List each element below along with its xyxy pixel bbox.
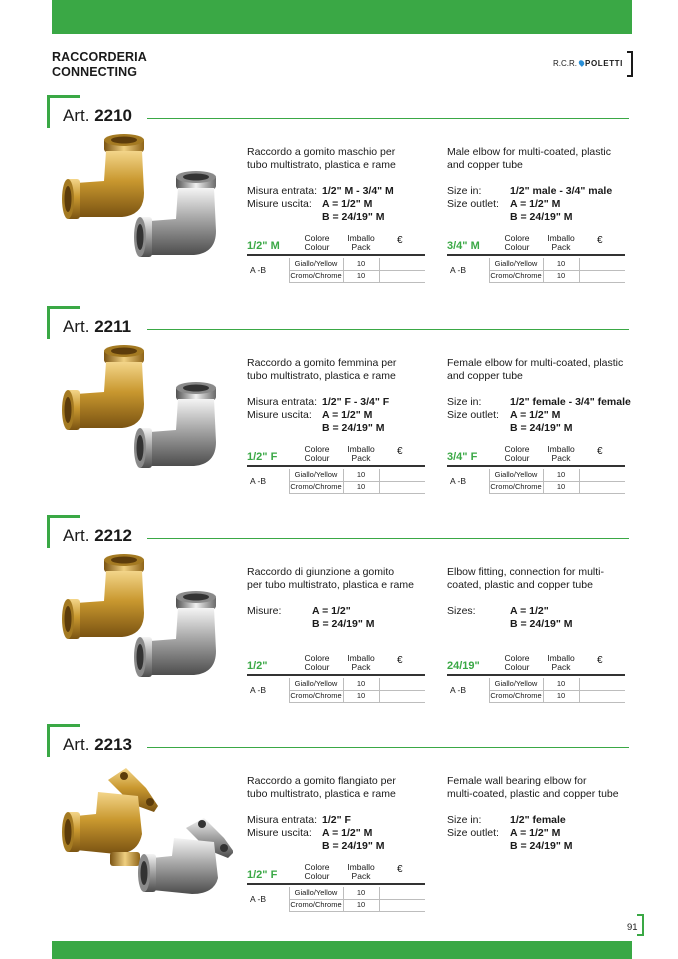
- euro-header: €: [397, 235, 403, 246]
- size-in-value: [510, 185, 612, 198]
- description-line-2: tubo multistrato, plastica e rame: [247, 159, 396, 171]
- colour-chrome: Cromo/Chrome: [490, 482, 542, 491]
- article-title: [63, 526, 132, 546]
- col-divider: [343, 469, 344, 493]
- size-label: 3/4" M: [447, 240, 480, 252]
- article-rule: [147, 118, 629, 119]
- spacer: [247, 422, 322, 435]
- size-outlet-a-text: A = 1/2" M: [322, 827, 373, 839]
- size-label: 24/19": [447, 660, 480, 672]
- row-divider: [489, 481, 625, 482]
- article-rule: [147, 747, 629, 748]
- size-specs: [447, 605, 647, 631]
- size-outlet-a-text: A = 1/2" M: [322, 409, 373, 421]
- bottom-green-bar: [52, 941, 632, 959]
- size-specs: [247, 814, 447, 853]
- colour-chrome: Cromo/Chrome: [490, 271, 542, 280]
- col-divider: [343, 887, 344, 911]
- row-divider: [289, 899, 425, 900]
- size-outlet-a-text: A = 1/2" M: [510, 198, 561, 210]
- size-label: 1/2" F: [247, 451, 278, 463]
- pack-text: Pack: [551, 662, 571, 672]
- size-outlet-label: Size outlet:: [447, 198, 499, 210]
- table-header-rule: [247, 883, 425, 885]
- pack-text: Pack: [351, 662, 371, 672]
- size-outlet-a: [322, 827, 372, 840]
- size-in-value-text: 1/2" F: [322, 814, 351, 826]
- size-specs: [447, 396, 647, 435]
- pack-text: Pack: [351, 453, 371, 463]
- pack-text: Pack: [551, 242, 571, 252]
- colore-text: Colore: [504, 653, 530, 663]
- col-divider: [579, 258, 580, 282]
- article-number: 2212: [94, 526, 133, 545]
- size-outlet-b: [510, 422, 572, 435]
- size-label: 1/2": [247, 660, 268, 672]
- description-line-1: Female elbow for multi-coated, plastic: [447, 357, 624, 369]
- article-title: [63, 317, 131, 337]
- colour-text: Colour: [304, 871, 330, 881]
- spacer: [247, 211, 322, 224]
- col-divider: [379, 469, 380, 493]
- colore-text: Colore: [304, 233, 330, 243]
- size-in-value: [322, 814, 351, 827]
- col-divider: [543, 469, 544, 493]
- col-divider: [343, 678, 344, 702]
- product-photo: [58, 553, 233, 688]
- colour-header: [299, 654, 335, 672]
- logo-bracket: [627, 51, 633, 77]
- colour-yellow: Giallo/Yellow: [494, 679, 538, 688]
- size-in-value-text: 1/2" male - 3/4" male: [510, 185, 613, 197]
- size-outlet-b: [510, 618, 572, 631]
- table-header-rule: [247, 674, 425, 676]
- table-header-rule: [247, 254, 425, 256]
- colour-text: Colour: [304, 453, 330, 463]
- size-outlet-a: [510, 827, 560, 840]
- size-in-value: [510, 396, 631, 409]
- pack-chrome: 10: [356, 271, 366, 280]
- colour-text: Colour: [304, 242, 330, 252]
- size-specs: [247, 605, 447, 631]
- col-divider: [343, 258, 344, 282]
- pack-header: [342, 863, 380, 881]
- english-description: [447, 357, 647, 435]
- pack-yellow: 10: [356, 679, 366, 688]
- colore-text: Colore: [304, 862, 330, 872]
- pack-chrome: 10: [356, 900, 366, 909]
- description-line-1: Raccordo a gomito maschio per: [247, 146, 396, 158]
- spacer: [447, 422, 510, 435]
- description-line-1: Raccordo a gomito femmina per: [247, 357, 397, 369]
- col-divider: [543, 258, 544, 282]
- row-divider: [489, 690, 625, 691]
- colore-text: Colore: [304, 444, 330, 454]
- brass-elbow-image: [62, 554, 144, 639]
- col-divider: [289, 678, 290, 702]
- size-specs: [247, 185, 447, 224]
- size-specs: [447, 814, 647, 853]
- col-divider: [543, 678, 544, 702]
- italian-description: [247, 775, 447, 853]
- pack-header: [342, 234, 380, 252]
- chrome-elbow-image: [134, 591, 216, 677]
- top-green-bar: [52, 0, 632, 34]
- colour-yellow: Giallo/Yellow: [494, 259, 538, 268]
- row-divider: [289, 690, 425, 691]
- colore-text: Colore: [504, 233, 530, 243]
- colour-header: [499, 654, 535, 672]
- spacer: [447, 618, 510, 631]
- description-line-1: Female wall bearing elbow for: [447, 775, 587, 787]
- description-line-2: multi-coated, plastic and copper tube: [447, 788, 619, 800]
- size-in-label: Sizes:: [447, 605, 476, 617]
- brass-elbow-image: [62, 134, 144, 219]
- colour-header: [499, 445, 535, 463]
- description-line-1: Male elbow for multi-coated, plastic: [447, 146, 611, 158]
- size-outlet-b-text: B = 24/19" M: [312, 618, 375, 630]
- pack-text: Pack: [351, 242, 371, 252]
- size-outlet-b-text: B = 24/19" M: [510, 211, 573, 223]
- size-outlet-label: Size outlet:: [447, 409, 499, 421]
- pack-chrome: 10: [356, 691, 366, 700]
- size-label: 1/2" F: [247, 869, 278, 881]
- size-in-label: Size in:: [447, 396, 482, 408]
- size-outlet-a: [510, 198, 560, 211]
- colour-header: [299, 445, 335, 463]
- pack-yellow: 10: [356, 259, 366, 268]
- euro-header: €: [597, 446, 603, 457]
- description-line-2: tubo multistrato, plastica e rame: [247, 370, 396, 382]
- colour-header: [299, 234, 335, 252]
- size-outlet-b: [510, 211, 572, 224]
- pack-chrome: 10: [556, 691, 566, 700]
- size-label: 3/4" F: [447, 451, 478, 463]
- col-divider: [579, 678, 580, 702]
- colour-chrome: Cromo/Chrome: [290, 691, 342, 700]
- col-divider: [379, 887, 380, 911]
- size-in-label: Size in:: [447, 185, 482, 197]
- product-photo: [58, 762, 233, 897]
- row-divider: [289, 911, 425, 912]
- row-divider: [489, 270, 625, 271]
- colour-yellow: Giallo/Yellow: [294, 259, 338, 268]
- colour-text: Colour: [504, 242, 530, 252]
- pack-text: Pack: [551, 453, 571, 463]
- col-divider: [289, 887, 290, 911]
- size-label: 1/2" M: [247, 240, 280, 252]
- size-in-value: [312, 605, 351, 618]
- table-header-rule: [447, 465, 625, 467]
- colour-yellow: Giallo/Yellow: [294, 888, 338, 897]
- pack-header: [342, 654, 380, 672]
- size-in-label: Misura entrata:: [247, 814, 318, 826]
- size-in-label: Misura entrata:: [247, 396, 318, 408]
- pack-header: [542, 654, 580, 672]
- size-in-value: [510, 605, 549, 618]
- description-line-1: Raccordo di giunzione a gomito: [247, 566, 395, 578]
- pack-chrome: 10: [556, 271, 566, 280]
- size-outlet-label: Misure uscita:: [247, 409, 312, 421]
- product-photo: [58, 133, 233, 268]
- size-outlet-a: [510, 409, 560, 422]
- euro-header: €: [397, 655, 403, 666]
- description-line-2: coated, plastic and copper tube: [447, 579, 593, 591]
- variant-label: A -B: [250, 894, 267, 904]
- italian-description: [247, 146, 447, 224]
- row-divider: [289, 481, 425, 482]
- article-rule: [147, 329, 629, 330]
- article-prefix: Art.: [63, 317, 90, 336]
- italian-description: [247, 566, 447, 631]
- colour-header: [299, 863, 335, 881]
- pack-yellow: 10: [556, 259, 566, 268]
- description-line-2: tubo multistrato, plastica e rame: [247, 788, 396, 800]
- size-outlet-b-text: B = 24/19" M: [510, 422, 573, 434]
- spacer: [247, 618, 312, 631]
- imballo-text: Imballo: [347, 653, 375, 663]
- row-divider: [289, 282, 425, 283]
- row-divider: [489, 493, 625, 494]
- chrome-elbow-image: [134, 382, 216, 468]
- col-divider: [489, 258, 490, 282]
- col-divider: [289, 469, 290, 493]
- row-divider: [289, 493, 425, 494]
- euro-header: €: [597, 655, 603, 666]
- row-divider: [289, 270, 425, 271]
- pack-yellow: 10: [356, 888, 366, 897]
- col-divider: [579, 469, 580, 493]
- italian-description: [247, 357, 447, 435]
- variant-label: A -B: [450, 476, 467, 486]
- pack-chrome: 10: [356, 482, 366, 491]
- page-number-bracket: [637, 914, 644, 936]
- description-line-2: per tubo multistrato, plastica e rame: [247, 579, 414, 591]
- imballo-text: Imballo: [347, 444, 375, 454]
- size-in-value-text: A = 1/2": [510, 605, 549, 617]
- article-number: 2210: [94, 106, 133, 125]
- description-line-2: and copper tube: [447, 370, 523, 382]
- colour-chrome: Cromo/Chrome: [290, 482, 342, 491]
- size-outlet-b-text: B = 24/19" M: [322, 211, 385, 223]
- row-divider: [289, 702, 425, 703]
- size-outlet-b: [322, 840, 384, 853]
- pack-yellow: 10: [556, 470, 566, 479]
- euro-header: €: [397, 446, 403, 457]
- description-line-1: Raccordo a gomito flangiato per: [247, 775, 396, 787]
- size-in-value-text: 1/2" female - 3/4" female: [510, 396, 631, 408]
- size-in-value-text: A = 1/2": [312, 605, 351, 617]
- size-outlet-b-text: B = 24/19" M: [510, 618, 573, 630]
- colour-header: [499, 234, 535, 252]
- size-in-value: [322, 185, 394, 198]
- page-header: [52, 50, 147, 80]
- colore-text: Colore: [504, 444, 530, 454]
- pack-header: [542, 234, 580, 252]
- page-number: 91: [627, 922, 638, 933]
- pack-header: [342, 445, 380, 463]
- size-outlet-b-text: B = 24/19" M: [322, 840, 385, 852]
- euro-header: €: [397, 864, 403, 875]
- size-outlet-b: [322, 211, 384, 224]
- variant-label: A -B: [250, 265, 267, 275]
- imballo-text: Imballo: [347, 233, 375, 243]
- imballo-text: Imballo: [547, 233, 575, 243]
- size-in-value-text: 1/2" F - 3/4" F: [322, 396, 390, 408]
- pack-yellow: 10: [356, 470, 366, 479]
- col-divider: [489, 469, 490, 493]
- spacer: [247, 840, 322, 853]
- size-in-value-text: 1/2" female: [510, 814, 566, 826]
- table-header-rule: [447, 254, 625, 256]
- brass-elbow-image: [62, 345, 144, 430]
- variant-label: A -B: [450, 685, 467, 695]
- colour-text: Colour: [304, 662, 330, 672]
- col-divider: [489, 678, 490, 702]
- col-divider: [379, 678, 380, 702]
- size-in-value: [322, 396, 389, 409]
- imballo-text: Imballo: [547, 653, 575, 663]
- article-title: [63, 735, 132, 755]
- colour-text: Colour: [504, 453, 530, 463]
- variant-label: A -B: [450, 265, 467, 275]
- col-divider: [289, 258, 290, 282]
- pack-yellow: 10: [556, 679, 566, 688]
- size-outlet-a: [322, 198, 372, 211]
- euro-header: €: [597, 235, 603, 246]
- size-in-label: Size in:: [447, 814, 482, 826]
- logo-brand: POLETTI: [585, 59, 623, 68]
- size-outlet-b: [322, 422, 384, 435]
- size-in-value-text: 1/2" M - 3/4" M: [322, 185, 394, 197]
- size-outlet-label: Size outlet:: [447, 827, 499, 839]
- size-specs: [447, 185, 647, 224]
- variant-label: A -B: [250, 476, 267, 486]
- size-outlet-a-text: A = 1/2" M: [322, 198, 373, 210]
- article-prefix: Art.: [63, 735, 90, 754]
- brass-flanged-elbow-image: [62, 768, 158, 866]
- english-description: [447, 146, 647, 224]
- spacer: [447, 211, 510, 224]
- colour-yellow: Giallo/Yellow: [294, 679, 338, 688]
- english-description: [447, 566, 647, 631]
- colore-text: Colore: [304, 653, 330, 663]
- variant-label: A -B: [250, 685, 267, 695]
- logo-prefix: R.C.R.: [553, 59, 578, 68]
- article-prefix: Art.: [63, 526, 90, 545]
- colour-chrome: Cromo/Chrome: [290, 271, 342, 280]
- colour-yellow: Giallo/Yellow: [494, 470, 538, 479]
- row-divider: [489, 282, 625, 283]
- colour-chrome: Cromo/Chrome: [490, 691, 542, 700]
- english-description: [447, 775, 647, 853]
- article-prefix: Art.: [63, 106, 90, 125]
- article-rule: [147, 538, 629, 539]
- pack-text: Pack: [351, 871, 371, 881]
- size-outlet-a-text: A = 1/2" M: [510, 827, 561, 839]
- header-line-en: CONNECTING: [52, 65, 138, 79]
- row-divider: [489, 702, 625, 703]
- size-in-label: Misura entrata:: [247, 185, 318, 197]
- description-line-1: Elbow fitting, connection for multi-: [447, 566, 604, 578]
- size-outlet-a: [322, 409, 372, 422]
- size-outlet-b-text: B = 24/19" M: [510, 840, 573, 852]
- table-header-rule: [247, 465, 425, 467]
- col-divider: [379, 258, 380, 282]
- header-line-it: RACCORDERIA: [52, 50, 147, 64]
- spacer: [447, 840, 510, 853]
- table-header-rule: [447, 674, 625, 676]
- imballo-text: Imballo: [547, 444, 575, 454]
- colour-text: Colour: [504, 662, 530, 672]
- size-outlet-a-text: A = 1/2" M: [510, 409, 561, 421]
- size-in-label: Misure:: [247, 605, 282, 617]
- colour-yellow: Giallo/Yellow: [294, 470, 338, 479]
- imballo-text: Imballo: [347, 862, 375, 872]
- size-outlet-label: Misure uscita:: [247, 827, 312, 839]
- chrome-flanged-elbow-image: [138, 818, 233, 894]
- article-number: 2213: [94, 735, 133, 754]
- chrome-elbow-image: [134, 171, 216, 257]
- product-photo: [58, 344, 233, 479]
- size-specs: [247, 396, 447, 435]
- article-title: [63, 106, 132, 126]
- size-outlet-b: [312, 618, 374, 631]
- size-outlet-b: [510, 840, 572, 853]
- pack-chrome: 10: [556, 482, 566, 491]
- brand-logo: [553, 50, 633, 78]
- size-outlet-label: Misure uscita:: [247, 198, 312, 210]
- size-in-value: [510, 814, 566, 827]
- colour-chrome: Cromo/Chrome: [290, 900, 342, 909]
- pack-header: [542, 445, 580, 463]
- size-outlet-b-text: B = 24/19" M: [322, 422, 385, 434]
- article-number: 2211: [94, 317, 132, 336]
- description-line-2: and copper tube: [447, 159, 523, 171]
